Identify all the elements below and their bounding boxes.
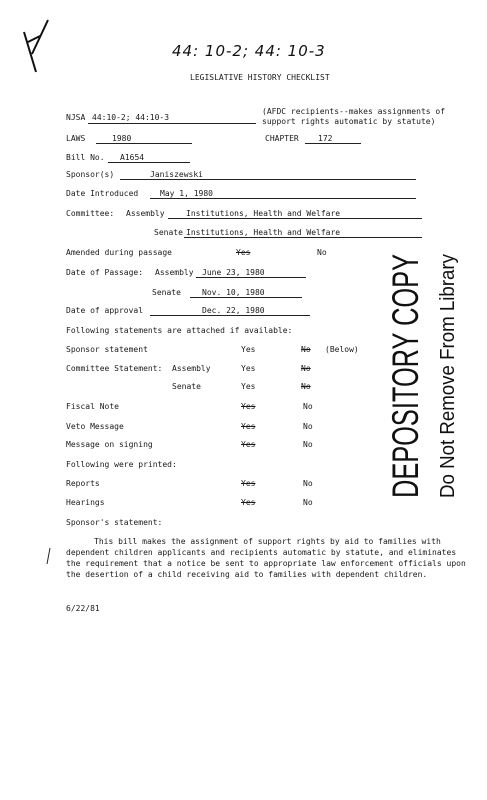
njsa-note-line2: support rights automatic by statute)	[262, 117, 436, 126]
reports-label: Reports	[66, 479, 100, 488]
passage-senate-underline	[190, 297, 302, 298]
passage-assembly-underline	[196, 277, 306, 278]
handwritten-check-mark	[18, 12, 58, 82]
approval-underline	[150, 315, 310, 316]
laws-underline	[96, 143, 192, 144]
committee-assembly-label: Assembly	[126, 209, 165, 218]
chapter-label: CHAPTER	[265, 134, 299, 143]
passage-assembly-label: Assembly	[155, 268, 194, 277]
committee-statement-senate-yes: Yes	[241, 382, 256, 391]
committee-senate-label: Senate	[154, 228, 183, 237]
bill-label: Bill No.	[66, 153, 105, 162]
hearings-label: Hearings	[66, 498, 105, 507]
sponsor-statement-text: This bill makes the assignment of support rights by aid to families with dependent children applicants and recipients automatic by statute, and eliminates the requirement that a notice be sent to appropriate law enforcement officials upon the desertion of a child receiving aid to families with dependent children.	[66, 537, 466, 579]
committee-senate-underline	[184, 237, 422, 238]
committee-statement-assembly: Assembly	[172, 364, 211, 373]
amended-label: Amended during passage	[66, 248, 172, 257]
committee-assembly-underline	[168, 218, 422, 219]
passage-assembly-value: June 23, 1980	[202, 268, 265, 277]
reports-yes: Yes	[241, 479, 256, 488]
stamp-line2: Do Not Remove From Library	[437, 252, 459, 498]
sponsor-statement-row-label: Sponsor statement	[66, 345, 148, 354]
message-signing-no: No	[303, 440, 313, 449]
laws-value: 1980	[112, 134, 132, 143]
printed-heading: Following were printed:	[66, 460, 177, 469]
approval-value: Dec. 22, 1980	[202, 306, 265, 315]
laws-label: LAWS	[66, 134, 86, 143]
committee-statement-assembly-yes: Yes	[241, 364, 256, 373]
sponsor-statement-no: No	[301, 345, 311, 354]
passage-label: Date of Passage:	[66, 268, 144, 277]
committee-statement-senate: Senate	[172, 382, 201, 391]
committee-statement-senate-no: No	[301, 382, 311, 391]
njsa-value: 44:10-2; 44:10-3	[92, 113, 170, 122]
message-signing-label: Message on signing	[66, 440, 153, 449]
bill-underline	[108, 162, 190, 163]
page-title: LEGISLATIVE HISTORY CHECKLIST	[190, 73, 330, 82]
committee-statement-assembly-no: No	[301, 364, 311, 373]
sponsor-statement-heading: Sponsor's statement:	[66, 518, 163, 527]
margin-mark	[44, 546, 54, 566]
approval-label: Date of approval	[66, 306, 144, 315]
attached-heading: Following statements are attached if available:	[66, 326, 293, 335]
fiscal-note-yes: Yes	[241, 402, 256, 411]
chapter-underline	[305, 143, 361, 144]
date-introduced-value: May 1, 1980	[160, 189, 213, 198]
veto-message-label: Veto Message	[66, 422, 124, 431]
passage-senate-value: Nov. 10, 1980	[202, 288, 265, 297]
chapter-value: 172	[318, 134, 333, 143]
hearings-yes: Yes	[241, 498, 256, 507]
message-signing-yes: Yes	[241, 440, 256, 449]
fiscal-note-no: No	[303, 402, 313, 411]
date-introduced-label: Date Introduced	[66, 189, 139, 198]
committee-label: Committee:	[66, 209, 115, 218]
committee-assembly-value: Institutions, Health and Welfare	[186, 209, 341, 218]
fiscal-note-label: Fiscal Note	[66, 402, 119, 411]
passage-senate-label: Senate	[152, 288, 181, 297]
sponsor-statement-yes: Yes	[241, 345, 256, 354]
sponsor-label: Sponsor(s)	[66, 170, 115, 179]
amended-yes: Yes	[236, 248, 251, 257]
reports-no: No	[303, 479, 313, 488]
footer-date: 6/22/81	[66, 604, 100, 613]
handwritten-header: 44: 10-2; 44: 10-3	[172, 42, 326, 60]
njsa-note-line1: (AFDC recipients--makes assignments of	[262, 107, 446, 116]
committee-senate-value: Institutions, Health and Welfare	[186, 228, 341, 237]
date-introduced-underline	[150, 198, 416, 199]
veto-message-no: No	[303, 422, 313, 431]
bill-value: A1654	[120, 153, 145, 162]
sponsor-underline	[120, 179, 416, 180]
depository-stamp	[372, 252, 462, 500]
veto-message-yes: Yes	[241, 422, 256, 431]
sponsor-statement-extra: (Below)	[325, 345, 359, 354]
njsa-label: NJSA	[66, 113, 86, 122]
hearings-no: No	[303, 498, 313, 507]
sponsor-value: Janiszewski	[150, 170, 203, 179]
stamp-line1: DEPOSITORY COPY	[385, 252, 426, 498]
njsa-underline	[88, 123, 256, 124]
amended-no: No	[317, 248, 327, 257]
committee-statement-label: Committee Statement:	[66, 364, 163, 373]
